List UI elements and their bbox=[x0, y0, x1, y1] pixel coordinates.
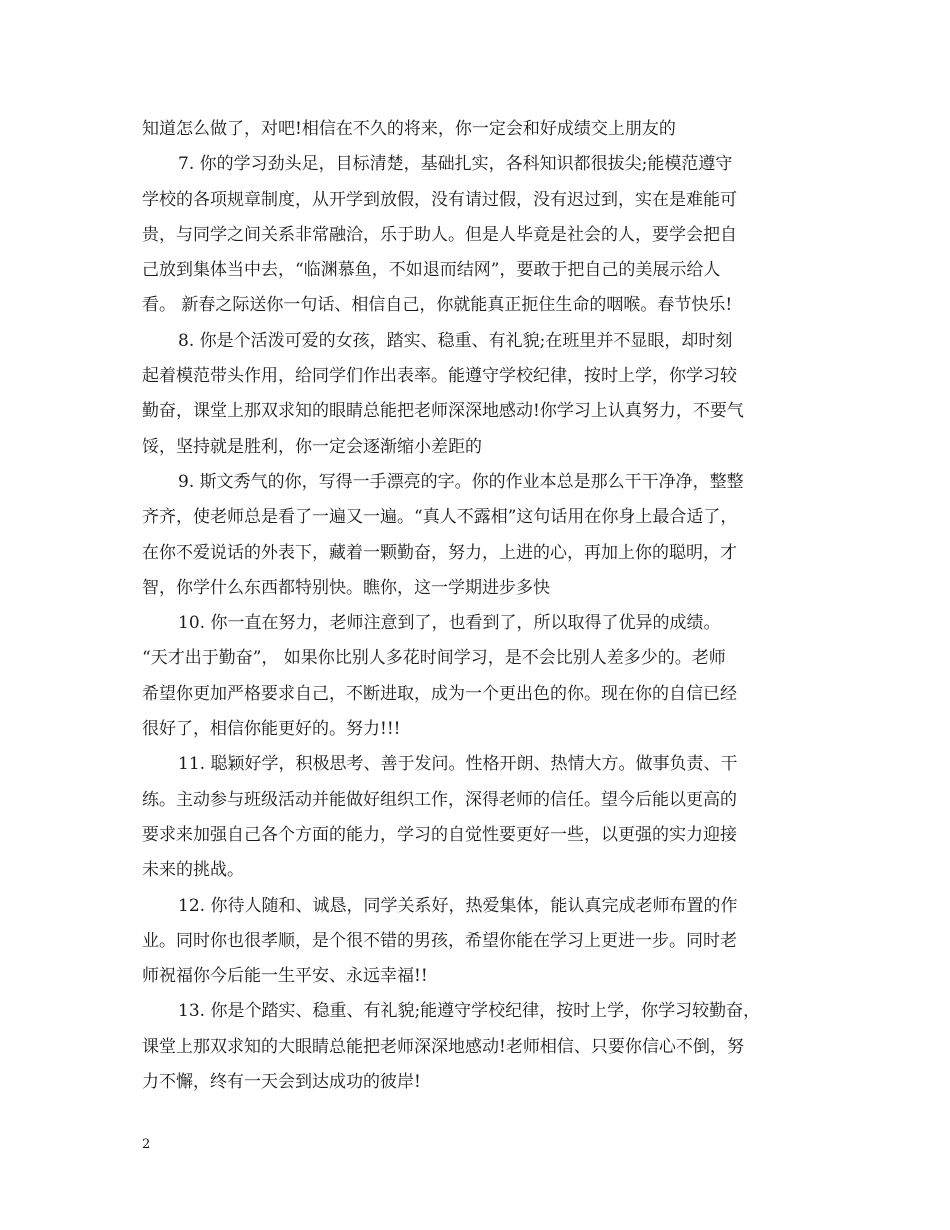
text-line: “天才出于勤奋”， 如果你比别人多花时间学习，是不会比别人差多少的。老师 bbox=[142, 648, 726, 669]
text-line: 10. 你一直在努力，老师注意到了，也看到了，所以取得了优异的成绩。 bbox=[178, 613, 721, 634]
document-body bbox=[142, 112, 810, 1100]
text-line: 业。同时你也很孝顺，是个很不错的男孩，希望你能在学习上更进一步。同时老 bbox=[142, 930, 737, 951]
text-line: 7. 你的学习劲头足，目标清楚，基础扎实，各科知识都很拔尖;能模范遵守 bbox=[178, 154, 733, 175]
text-line: 11. 聪颖好学，积极思考、善于发问。性格开朗、热情大方。做事负责、干 bbox=[178, 754, 738, 775]
text-line: 智，你学什么东西都特别快。瞧你，这一学期进步多快 bbox=[142, 577, 550, 598]
text-line: 勤奋，课堂上那双求知的眼睛总能把老师深深地感动!你学习上认真努力，不要气 bbox=[142, 401, 744, 422]
text-line: 齐齐，使老师总是看了一遍又一遍。“真人不露相”这句话用在你身上最合适了， bbox=[142, 507, 738, 528]
text-line: 学校的各项规章制度，从开学到放假，没有请过假，没有迟过到，实在是难能可 bbox=[142, 189, 737, 210]
text-line: 馁，坚持就是胜利，你一定会逐渐缩小差距的 bbox=[142, 436, 482, 457]
text-line: 要求来加强自己各个方面的能力，学习的自觉性要更好一些，以更强的实力迎接 bbox=[142, 824, 737, 845]
text-line: 己放到集体当中去，“临渊慕鱼，不如退而结网”，要敢于把自己的美展示给人 bbox=[142, 260, 721, 281]
text-line: 知道怎么做了，对吧!相信在不久的将来，你一定会和好成绩交上朋友的 bbox=[142, 119, 676, 139]
text-line: 9. 斯文秀气的你，写得一手漂亮的字。你的作业本总是那么干干净净，整整 bbox=[178, 471, 744, 492]
text-line: 课堂上那双求知的大眼睛总能把老师深深地感动!老师相信、只要你信心不倒，努 bbox=[142, 1036, 744, 1057]
text-line: 希望你更加严格要求自己，不断进取，成为一个更出色的你。现在你的自信已经 bbox=[142, 683, 737, 704]
text-line: 未来的挑战。 bbox=[142, 860, 244, 881]
page-number: 2 bbox=[142, 1137, 151, 1152]
text-line: 8. 你是个活泼可爱的女孩，踏实、稳重、有礼貌;在班里并不显眼，却时刻 bbox=[178, 330, 733, 351]
text-line: 起着模范带头作用，给同学们作出表率。能遵守学校纪律，按时上学，你学习较 bbox=[142, 366, 737, 387]
text-line: 贵，与同学之间关系非常融洽，乐于助人。但是人毕竟是社会的人，要学会把自 bbox=[142, 224, 737, 245]
text-line: 看。 新春之际送你一句话、相信自己，你就能真正扼住生命的咽喉。春节快乐! bbox=[142, 295, 733, 316]
text-line: 12. 你待人随和、诚恳，同学关系好，热爱集体，能认真完成老师布置的作 bbox=[178, 895, 738, 916]
text-line: 力不懈，终有一天会到达成功的彼岸! bbox=[142, 1072, 421, 1093]
text-line: 练。主动参与班级活动并能做好组织工作，深得老师的信任。望今后能以更高的 bbox=[142, 789, 737, 810]
text-line: 师祝福你今后能一生平安、永远幸福!! bbox=[142, 966, 428, 987]
text-line: 13. 你是个踏实、稳重、有礼貌;能遵守学校纪律，按时上学，你学习较勤奋， bbox=[178, 1001, 761, 1022]
text-line: 在你不爱说话的外表下，藏着一颗勤奋，努力，上进的心，再加上你的聪明，才 bbox=[142, 542, 737, 563]
text-line: 很好了，相信你能更好的。努力!!! bbox=[142, 719, 401, 740]
